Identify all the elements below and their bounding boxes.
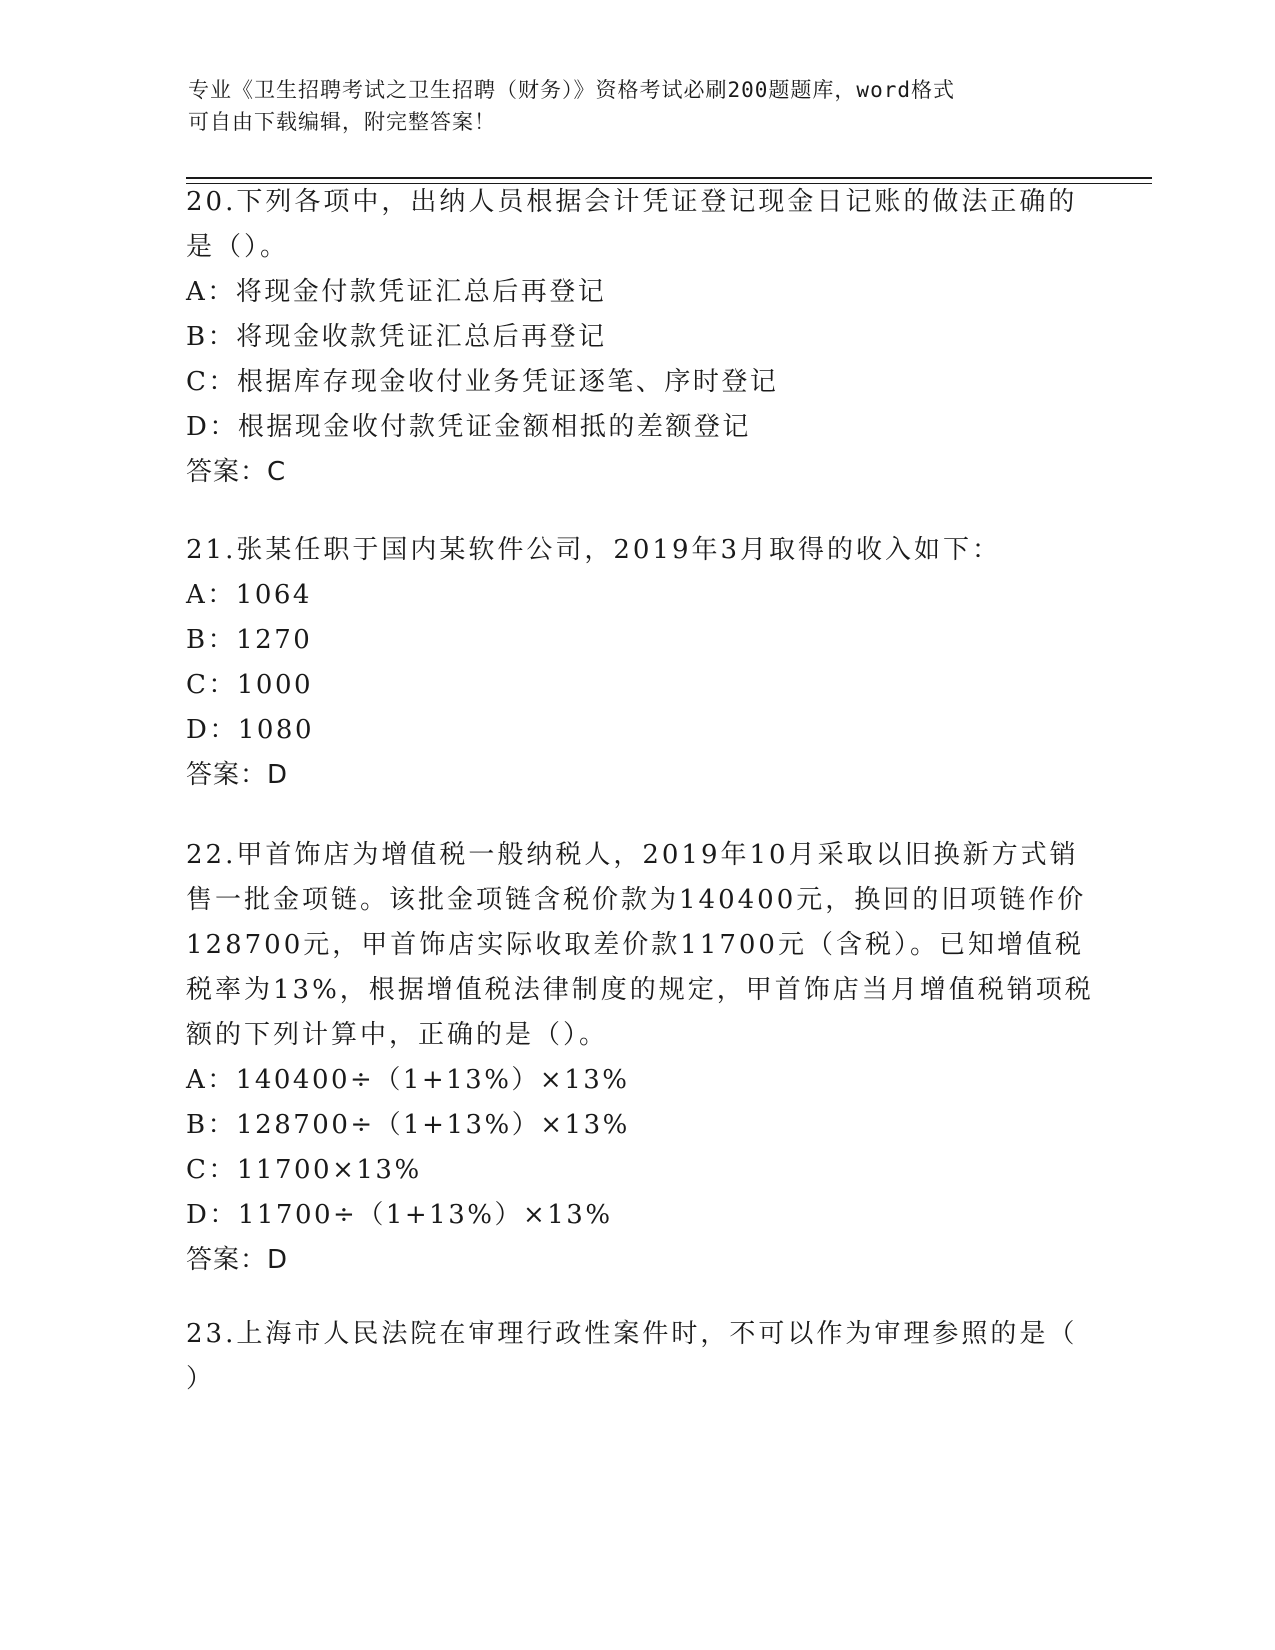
option-d: D：1080: [186, 715, 315, 745]
question-stem-line: 22.甲首饰店为增值税一般纳税人，2019年10月采取以旧换新方式销: [186, 840, 1079, 870]
answer-line: 答案：D: [186, 760, 289, 790]
question-stem-line: 21.张某任职于国内某软件公司，2019年3月取得的收入如下：: [186, 535, 1002, 565]
answer-line: 答案：C: [186, 457, 287, 487]
question-stem-line: 128700元，甲首饰店实际收取差价款11700元（含税）。已知增值税: [186, 930, 1084, 960]
option-b: B：将现金收款凭证汇总后再登记: [186, 322, 607, 352]
question-23: [186, 1312, 1086, 1402]
question-21: [186, 528, 1086, 798]
document-header: [188, 74, 1088, 138]
answer-line: 答案：D: [186, 1245, 289, 1275]
question-20: [186, 180, 1086, 495]
option-a: A：将现金付款凭证汇总后再登记: [186, 277, 607, 307]
question-stem-line: 20.下列各项中，出纳人员根据会计凭证登记现金日记账的做法正确的: [186, 187, 1078, 217]
option-c: C：根据库存现金收付业务凭证逐笔、序时登记: [186, 367, 779, 397]
question-stem-line: 额的下列计算中，正确的是（）。: [186, 1020, 609, 1050]
option-d: D：11700÷（1+13%）×13%: [186, 1200, 613, 1230]
question-22: [186, 833, 1094, 1283]
question-stem-line: 23.上海市人民法院在审理行政性案件时，不可以作为审理参照的是（: [186, 1319, 1078, 1349]
question-stem-line: 是（）。: [186, 232, 290, 262]
question-stem-line: 税率为13%，根据增值税法律制度的规定，甲首饰店当月增值税销项税: [186, 975, 1094, 1005]
header-divider-thick: [186, 177, 1152, 179]
option-b: B：128700÷（1+13%）×13%: [186, 1110, 630, 1140]
option-a: A：1064: [186, 580, 312, 610]
option-c: C：11700×13%: [186, 1155, 422, 1185]
option-b: B：1270: [186, 625, 313, 655]
header-line-2: 可自由下载编辑，附完整答案！: [188, 110, 496, 134]
question-stem-line: ）: [186, 1364, 216, 1394]
option-a: A：140400÷（1+13%）×13%: [186, 1065, 630, 1095]
option-d: D：根据现金收付款凭证金额相抵的差额登记: [186, 412, 751, 442]
question-stem-line: 售一批金项链。该批金项链含税价款为140400元，换回的旧项链作价: [186, 885, 1087, 915]
option-c: C：1000: [186, 670, 314, 700]
header-line-1: 专业《卫生招聘考试之卫生招聘（财务）》资格考试必刷200题题库，word格式: [188, 78, 955, 102]
